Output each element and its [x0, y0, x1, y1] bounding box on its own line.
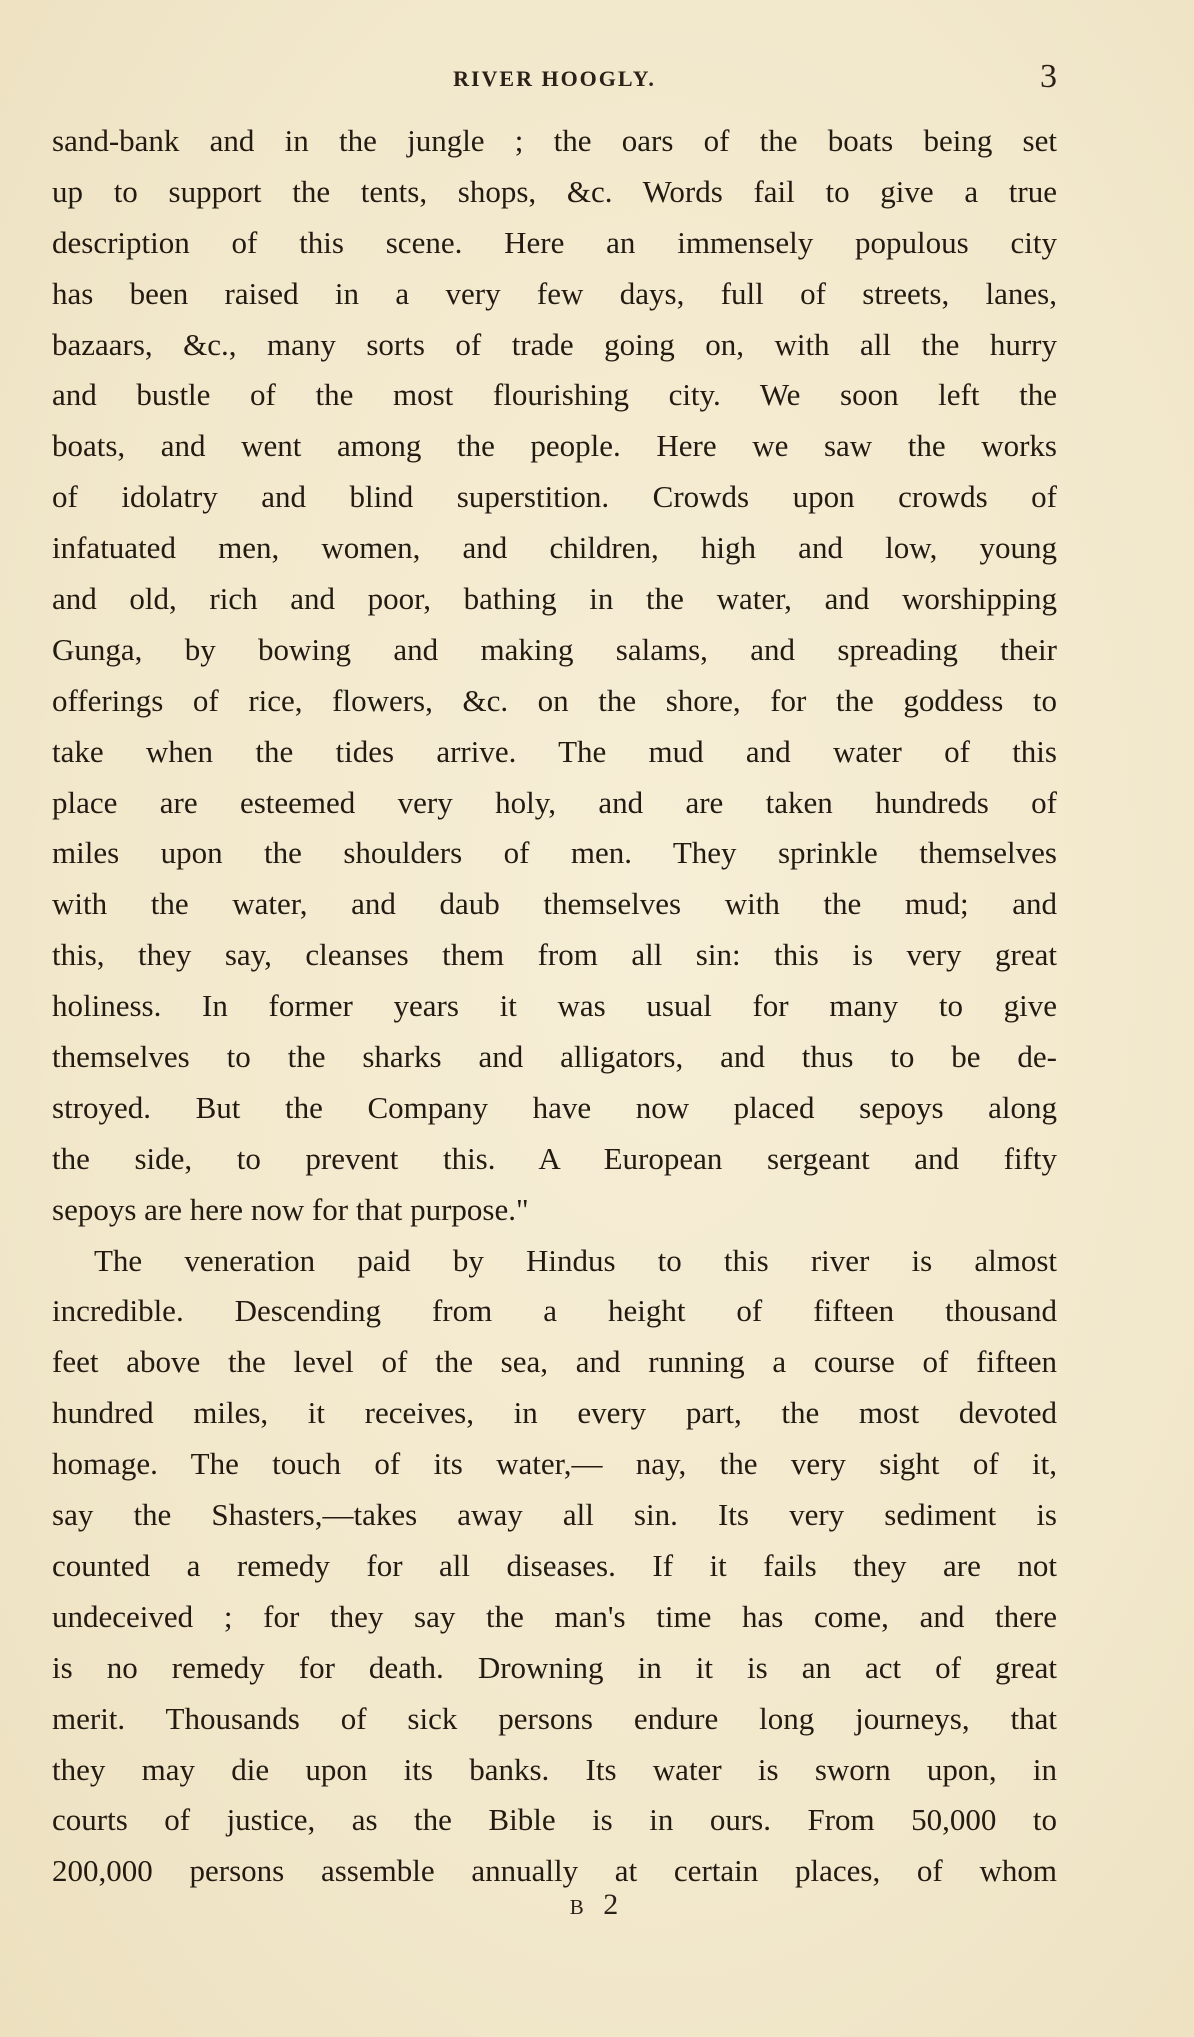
text-line: this, they say, cleanses them from all sin: this is very great: [52, 937, 1057, 973]
text-line: say the Shasters,—takes away all sin. Its very sediment is: [52, 1497, 1057, 1533]
text-line: counted a remedy for all diseases. If it fails they are not: [52, 1547, 1057, 1583]
text-line: undeceived ; for they say the man's time has come, and there: [52, 1598, 1057, 1634]
text-line: has been raised in a very few days, full of streets, lanes,: [52, 275, 1057, 311]
signature-number: 2: [603, 1888, 625, 1921]
text-line: description of this scene. Here an immensely populous city: [52, 224, 1057, 260]
text-line: miles upon the shoulders of men. They sprinkle themselves: [52, 835, 1057, 871]
text-line: Gunga, by bowing and making salams, and spreading their: [52, 631, 1057, 667]
text-line: homage. The touch of its water,— nay, the very sight of it,: [52, 1446, 1057, 1482]
paragraph-start-line: The veneration paid by Hindus to this river is almost: [94, 1242, 1057, 1278]
text-line: infatuated men, women, and children, high and low, young: [52, 530, 1057, 566]
text-line: holiness. In former years it was usual for many to give: [52, 988, 1057, 1024]
text-line: themselves to the sharks and alligators, and thus to be de-: [52, 1039, 1057, 1075]
signature-letter: B: [569, 1895, 590, 1919]
text-line: and bustle of the most flourishing city. We soon left the: [52, 377, 1057, 413]
body-text: [52, 116, 1057, 1897]
running-head: [52, 58, 1057, 98]
text-line: bazaars, &c., many sorts of trade going on, with all the hurry: [52, 326, 1057, 362]
text-line: take when the tides arrive. The mud and water of this: [52, 733, 1057, 769]
signature-mark: [0, 1888, 1194, 1922]
text-line: is no remedy for death. Drowning in it is an act of great: [52, 1649, 1057, 1685]
text-line: place are esteemed very holy, and are taken hundreds of: [52, 784, 1057, 820]
text-line: hundred miles, it receives, in every part, the most devoted: [52, 1395, 1057, 1431]
text-line: offerings of rice, flowers, &c. on the shore, for the goddess to: [52, 682, 1057, 718]
text-line: with the water, and daub themselves with the mud; and: [52, 886, 1057, 922]
text-line: incredible. Descending from a height of fifteen thousand: [52, 1293, 1057, 1329]
text-line: sand-bank and in the jungle ; the oars of the boats being set: [52, 123, 1057, 158]
text-line: 200,000 persons assemble annually at certain places, of whom: [52, 1853, 1057, 1889]
text-line: they may die upon its banks. Its water is sworn upon, in: [52, 1751, 1057, 1787]
text-line: the side, to prevent this. A European sergeant and fifty: [52, 1140, 1057, 1176]
running-title: RIVER HOOGLY.: [453, 66, 656, 91]
text-line: up to support the tents, shops, &c. Words fail to give a true: [52, 173, 1057, 209]
text-line: courts of justice, as the Bible is in ours. From 50,000 to: [52, 1802, 1057, 1838]
paragraph-end-line: sepoys are here now for that purpose.": [52, 1191, 529, 1227]
text-line: of idolatry and blind superstition. Crowds upon crowds of: [52, 479, 1057, 515]
text-line: stroyed. But the Company have now placed sepoys along: [52, 1089, 1057, 1125]
text-line: merit. Thousands of sick persons endure long journeys, that: [52, 1700, 1057, 1736]
text-line: and old, rich and poor, bathing in the water, and worshipping: [52, 581, 1057, 617]
page-number: 3: [1040, 58, 1057, 95]
text-line: feet above the level of the sea, and running a course of fifteen: [52, 1344, 1057, 1380]
text-line: boats, and went among the people. Here we saw the works: [52, 428, 1057, 464]
